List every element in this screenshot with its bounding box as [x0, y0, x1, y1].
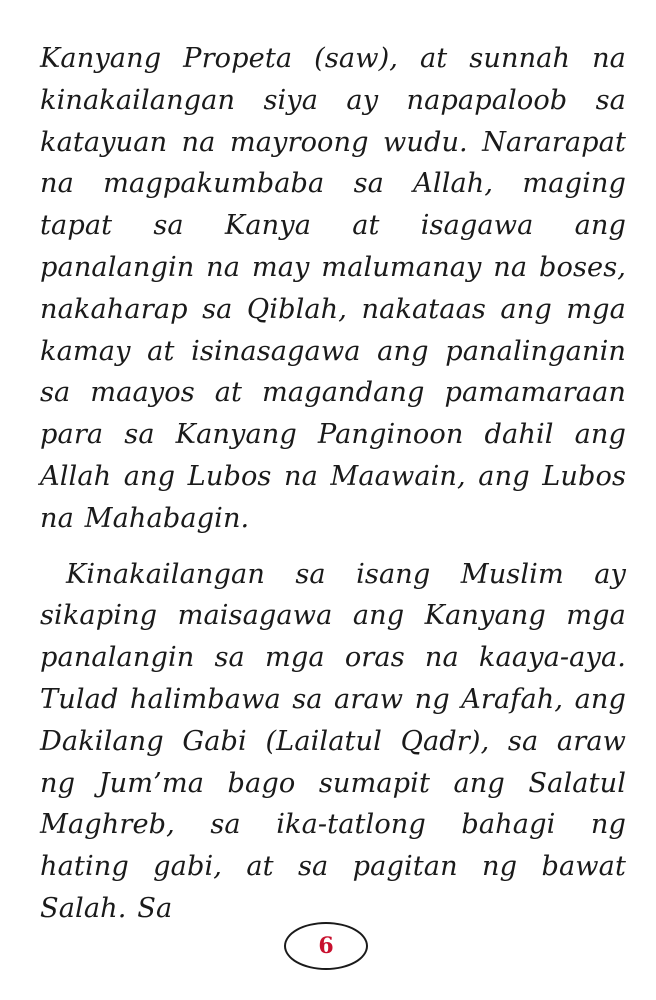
page-number: 6: [318, 933, 334, 959]
paragraph-continued: Kanyang Propeta (saw), at sunnah na kinakailangan siya ay napapaloob sa katayuan na mayroong wudu. Nararapat na magpakumbaba sa Allah, maging tapat sa Kanya at isagawa ang panalangin na may malumanay na boses, nakaharap sa Qiblah, nakataas ang mga kamay at isinasagawa ang panalinganin sa maayos at magandang pamamaraan para sa Kanyang Panginoon dahil ang Allah ang Lubos na Maawain, ang Lubos na Mahabagin.: [40, 43, 626, 534]
body-text: [40, 38, 626, 930]
page-number-badge: [284, 922, 368, 970]
paragraph: Kinakailangan sa isang Muslim ay sikaping maisagawa ang Kanyang mga panalangin sa mga oras na kaaya-aya. Tulad halimbawa sa araw ng Arafah, ang Dakilang Gabi (Lailatul Qadr), sa araw ng Jum’ma bago sumapit ang Salatul Maghreb, sa ika-tatlong bahagi ng hating gabi, at sa pagitan ng bawat Salah. Sa: [40, 558, 626, 924]
